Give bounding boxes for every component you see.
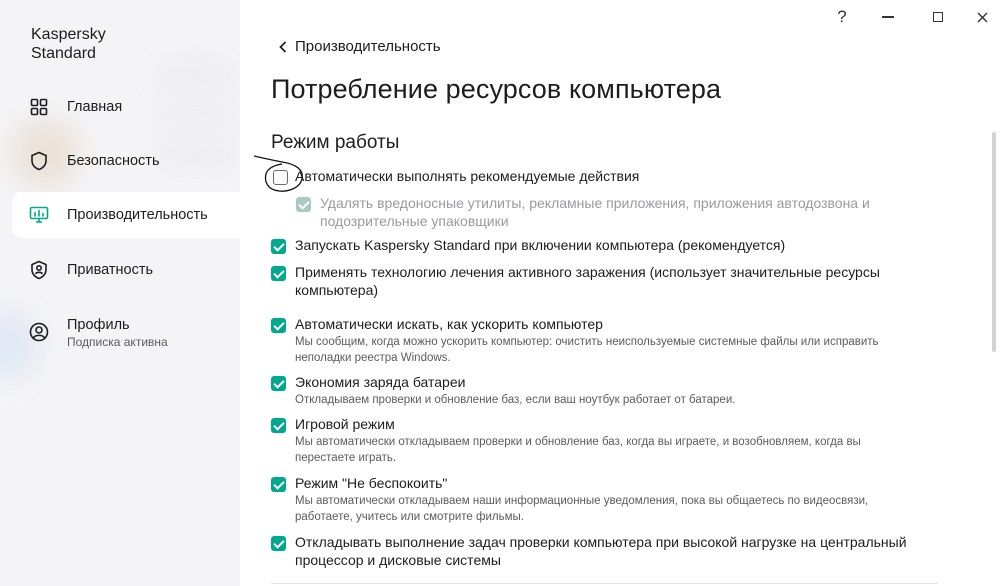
option-label: Автоматически искать, как ускорить компьютер <box>295 316 603 332</box>
close-icon <box>977 12 988 23</box>
option-label: Запускать Kaspersky Standard при включении компьютера (рекомендуется) <box>295 237 786 253</box>
option-label: Удалять вредоносные утилиты, рекламные приложения, приложения автодозвона и подозрительные упаковщики <box>320 195 870 229</box>
app-brand: Kaspersky Standard <box>31 26 106 62</box>
checkbox-disabled <box>296 197 311 212</box>
sidebar-item-profile[interactable] <box>12 302 240 348</box>
sidebar <box>0 0 240 586</box>
checkbox-checked[interactable] <box>271 418 286 433</box>
checkbox-checked[interactable] <box>271 266 286 281</box>
section-title: Режим работы <box>271 132 400 153</box>
chevron-left-icon <box>279 41 287 53</box>
privacy-shield-icon <box>28 259 50 281</box>
sidebar-item-label: Производительность <box>67 207 208 223</box>
home-grid-icon <box>28 96 50 118</box>
option-label: Режим "Не беспокоить" <box>295 475 448 491</box>
help-button[interactable]: ? <box>837 7 847 26</box>
option-description: Мы автоматически откладываем наши информационные уведомления, пока вы общаетесь по видеосвязи, работаете, учитесь или смотрите фильмы. <box>295 495 869 523</box>
shield-icon <box>28 150 50 172</box>
profile-icon <box>28 321 50 343</box>
page-title: Потребление ресурсов компьютера <box>271 74 722 104</box>
sidebar-item-security[interactable] <box>12 138 240 184</box>
maximize-icon <box>933 12 943 22</box>
sidebar-item-home[interactable] <box>12 84 240 130</box>
sidebar-item-label: Безопасность <box>67 153 160 169</box>
sidebar-item-label: Приватность <box>67 262 154 278</box>
back-link-label: Производительность <box>295 38 441 55</box>
checkbox-checked[interactable] <box>271 376 286 391</box>
option-description: Откладываем проверки и обновление баз, если ваш ноутбук работает от батареи. <box>295 394 736 406</box>
checkbox-checked[interactable] <box>271 477 286 492</box>
sidebar-item-privacy[interactable] <box>12 247 240 293</box>
minimize-button[interactable] <box>877 6 899 28</box>
subscription-status: Подписка активна <box>67 335 168 349</box>
divider <box>271 583 938 584</box>
sidebar-item-performance[interactable] <box>12 192 240 238</box>
maximize-button[interactable] <box>928 6 948 28</box>
option-label: Откладывать выполнение задач проверки компьютера при высокой нагрузке на центральный процессор и дисковые системы <box>295 534 907 568</box>
sidebar-item-label: Главная <box>67 99 123 115</box>
sidebar-item-label: Профиль <box>67 317 130 333</box>
option-label: Экономия заряда батареи <box>295 374 466 390</box>
checkbox-checked[interactable] <box>271 239 286 254</box>
option-label: Автоматически выполнять рекомендуемые действия <box>295 168 640 184</box>
option-label: Применять технологию лечения активного заражения (использует значительные ресурсы компьютера) <box>295 264 880 298</box>
checkbox-checked[interactable] <box>271 536 286 551</box>
scrollbar[interactable] <box>992 132 996 352</box>
option-description: Мы автоматически откладываем проверки и обновление баз, когда вы играете, и возобновляем, когда вы перестаете играть. <box>295 436 861 464</box>
close-button[interactable] <box>972 6 992 28</box>
checkbox-checked[interactable] <box>271 318 286 333</box>
monitor-icon <box>28 204 50 226</box>
hand-drawn-circle-annotation <box>252 152 310 198</box>
option-label: Игровой режим <box>295 416 395 432</box>
back-link[interactable] <box>279 38 441 55</box>
minimize-icon <box>882 16 894 18</box>
option-description: Мы сообщим, когда можно ускорить компьютер: очистить неиспользуемые системные файлы или исправить неполадки реестра Windows. <box>295 336 879 364</box>
